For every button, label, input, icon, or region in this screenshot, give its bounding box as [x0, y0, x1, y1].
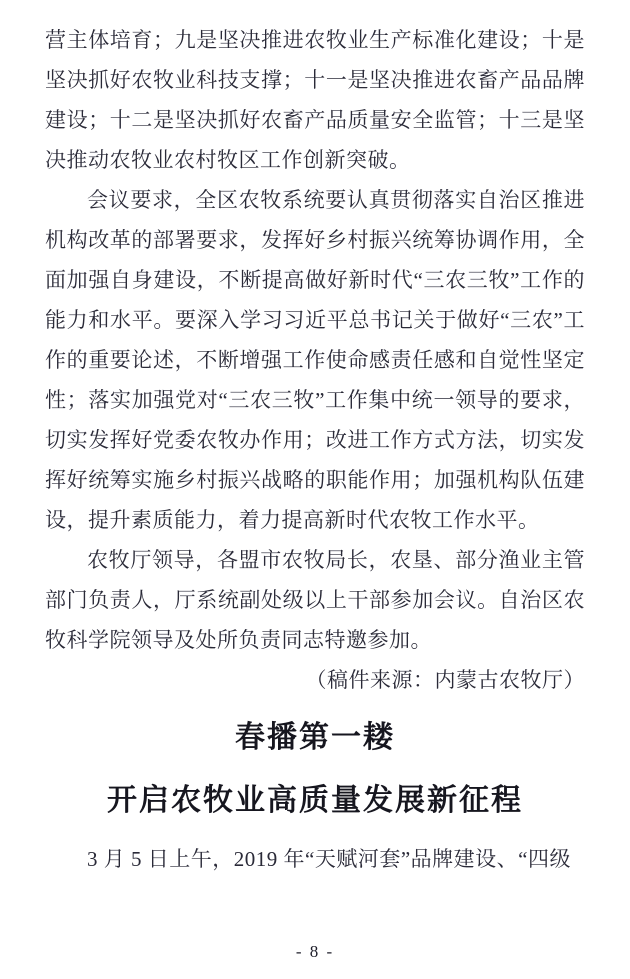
body-paragraph-meeting-requirements: 会议要求，全区农牧系统要认真贯彻落实自治区推进机构改革的部署要求，发挥好乡村振兴统筹协调作用，全面加强自身建设，不断提高做好新时代“三农三牧”工作的能力和水平。要深入学习习近平总书记关于做好“三农”工作的重要论述，不断增强工作使命感责任感和自觉性坚定性；落实加强党对“三农三牧”工作集中统一领导的要求，切实发挥好党委农牧办作用；改进工作方式方法，切实发挥好统筹实施乡村振兴战略的职能作用；加强机构队伍建设，提升素质能力，着力提高新时代农牧工作水平。 — [45, 188, 585, 532]
article-title-line-2: 开启农牧业高质量发展新征程 — [107, 784, 523, 817]
source-attribution: （稿件来源：内蒙古农牧厅） — [305, 668, 585, 692]
body-paragraph-attendees: 农牧厅领导，各盟市农牧局长，农垦、部分渔业主管部门负责人，厅系统副处级以上干部参加会议。自治区农牧科学院领导及处所负责同志特邀参加。 — [45, 548, 585, 652]
page-number: - 8 - — [295, 942, 335, 961]
body-paragraph-continuation: 营主体培育；九是坚决推进农牧业生产标准化建设；十是坚决抓好农牧业科技支撑；十一是坚决推进农畜产品品牌建设；十二是坚决抓好农畜产品质量安全监管；十三是坚决推动农牧业农村牧区工作创新突破。 — [45, 28, 585, 172]
article-title-line-1: 春播第一耧 — [235, 721, 395, 754]
next-article-opening-paragraph: 3 月 5 日上午，2019 年“天赋河套”品牌建设、“四级 — [87, 847, 571, 871]
